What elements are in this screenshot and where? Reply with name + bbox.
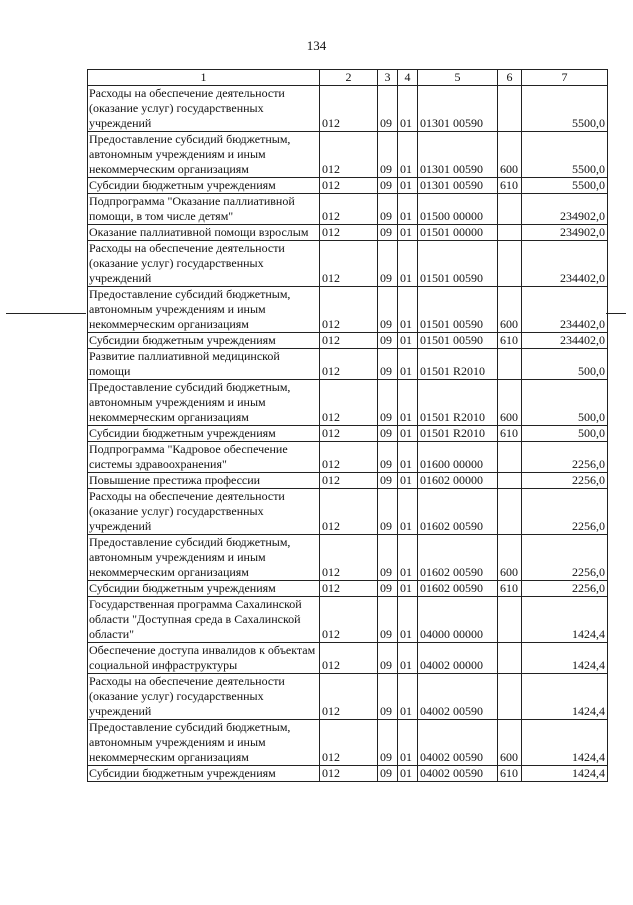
expense-type-code	[498, 674, 522, 720]
ministry-code: 012	[320, 287, 378, 333]
amount: 5500,0	[522, 86, 608, 132]
subsection-code: 01	[398, 581, 418, 597]
expense-type-code	[498, 597, 522, 643]
amount: 5500,0	[522, 132, 608, 178]
subsection-code: 01	[398, 489, 418, 535]
item-name: Развитие паллиативной медицинской помощи	[88, 349, 320, 380]
item-name: Предоставление субсидий бюджетным, автономным учреждениям и иным некоммерческим организациям	[88, 287, 320, 333]
table-row	[88, 473, 608, 489]
section-code: 09	[378, 766, 398, 782]
item-name: Государственная программа Сахалинской области "Доступная среда в Сахалинской области"	[88, 597, 320, 643]
amount: 500,0	[522, 349, 608, 380]
ministry-code: 012	[320, 380, 378, 426]
ministry-code: 012	[320, 333, 378, 349]
subsection-code: 01	[398, 349, 418, 380]
item-name: Подпрограмма "Оказание паллиативной помощи, в том числе детям"	[88, 194, 320, 225]
col-header: 3	[378, 70, 398, 86]
target-article-code: 04002 00590	[418, 766, 498, 782]
expense-type-code	[498, 349, 522, 380]
ministry-code: 012	[320, 442, 378, 473]
margin-line-left	[6, 313, 86, 314]
target-article-code: 01301 00590	[418, 86, 498, 132]
budget-table	[87, 69, 608, 782]
section-code: 09	[378, 442, 398, 473]
subsection-code: 01	[398, 442, 418, 473]
item-name: Расходы на обеспечение деятельности (оказание услуг) государственных учреждений	[88, 489, 320, 535]
table-row	[88, 86, 608, 132]
item-name: Расходы на обеспечение деятельности (оказание услуг) государственных учреждений	[88, 674, 320, 720]
expense-type-code	[498, 442, 522, 473]
ministry-code: 012	[320, 597, 378, 643]
table-row	[88, 442, 608, 473]
ministry-code: 012	[320, 766, 378, 782]
section-code: 09	[378, 473, 398, 489]
target-article-code: 01501 R2010	[418, 349, 498, 380]
target-article-code: 01501 R2010	[418, 380, 498, 426]
section-code: 09	[378, 132, 398, 178]
target-article-code: 01602 00000	[418, 473, 498, 489]
target-article-code: 01602 00590	[418, 581, 498, 597]
target-article-code: 01501 00590	[418, 333, 498, 349]
col-header: 1	[88, 70, 320, 86]
subsection-code: 01	[398, 597, 418, 643]
col-header: 4	[398, 70, 418, 86]
expense-type-code: 600	[498, 720, 522, 766]
section-code: 09	[378, 333, 398, 349]
target-article-code: 04000 00000	[418, 597, 498, 643]
amount: 500,0	[522, 380, 608, 426]
item-name: Оказание паллиативной помощи взрослым	[88, 225, 320, 241]
subsection-code: 01	[398, 333, 418, 349]
section-code: 09	[378, 426, 398, 442]
col-header: 7	[522, 70, 608, 86]
amount: 1424,4	[522, 643, 608, 674]
target-article-code: 01600 00000	[418, 442, 498, 473]
ministry-code: 012	[320, 473, 378, 489]
section-code: 09	[378, 86, 398, 132]
expense-type-code	[498, 643, 522, 674]
subsection-code: 01	[398, 380, 418, 426]
amount: 1424,4	[522, 597, 608, 643]
subsection-code: 01	[398, 766, 418, 782]
expense-type-code: 610	[498, 333, 522, 349]
item-name: Подпрограмма "Кадровое обеспечение системы здравоохранения"	[88, 442, 320, 473]
amount: 1424,4	[522, 674, 608, 720]
subsection-code: 01	[398, 194, 418, 225]
section-code: 09	[378, 178, 398, 194]
table-row	[88, 241, 608, 287]
margin-line-right	[606, 313, 626, 314]
section-code: 09	[378, 287, 398, 333]
section-code: 09	[378, 380, 398, 426]
subsection-code: 01	[398, 535, 418, 581]
subsection-code: 01	[398, 241, 418, 287]
subsection-code: 01	[398, 426, 418, 442]
col-header: 5	[418, 70, 498, 86]
ministry-code: 012	[320, 194, 378, 225]
expense-type-code	[498, 489, 522, 535]
section-code: 09	[378, 643, 398, 674]
amount: 234402,0	[522, 333, 608, 349]
target-article-code: 01501 00000	[418, 225, 498, 241]
amount: 500,0	[522, 426, 608, 442]
section-code: 09	[378, 489, 398, 535]
subsection-code: 01	[398, 178, 418, 194]
ministry-code: 012	[320, 349, 378, 380]
section-code: 09	[378, 720, 398, 766]
table-row	[88, 674, 608, 720]
target-article-code: 01501 R2010	[418, 426, 498, 442]
target-article-code: 01501 00590	[418, 287, 498, 333]
expense-type-code: 600	[498, 132, 522, 178]
target-article-code: 01500 00000	[418, 194, 498, 225]
target-article-code: 01301 00590	[418, 178, 498, 194]
col-header: 2	[320, 70, 378, 86]
section-code: 09	[378, 581, 398, 597]
amount: 234902,0	[522, 194, 608, 225]
subsection-code: 01	[398, 225, 418, 241]
item-name: Повышение престижа профессии	[88, 473, 320, 489]
table-row	[88, 426, 608, 442]
target-article-code: 01602 00590	[418, 535, 498, 581]
col-header: 6	[498, 70, 522, 86]
table-row	[88, 489, 608, 535]
table-row	[88, 132, 608, 178]
subsection-code: 01	[398, 132, 418, 178]
ministry-code: 012	[320, 581, 378, 597]
item-name: Субсидии бюджетным учреждениям	[88, 333, 320, 349]
ministry-code: 012	[320, 674, 378, 720]
expense-type-code	[498, 86, 522, 132]
item-name: Предоставление субсидий бюджетным, автономным учреждениям и иным некоммерческим организациям	[88, 380, 320, 426]
expense-type-code: 600	[498, 535, 522, 581]
expense-type-code: 610	[498, 581, 522, 597]
expense-type-code	[498, 225, 522, 241]
item-name: Субсидии бюджетным учреждениям	[88, 766, 320, 782]
expense-type-code: 600	[498, 380, 522, 426]
expense-type-code	[498, 241, 522, 287]
page-number: 134	[306, 38, 327, 53]
subsection-code: 01	[398, 473, 418, 489]
table-row	[88, 194, 608, 225]
table-row	[88, 225, 608, 241]
ministry-code: 012	[320, 489, 378, 535]
amount: 2256,0	[522, 535, 608, 581]
section-code: 09	[378, 241, 398, 287]
table-row	[88, 178, 608, 194]
ministry-code: 012	[320, 535, 378, 581]
expense-type-code: 600	[498, 287, 522, 333]
amount: 234402,0	[522, 287, 608, 333]
item-name: Обеспечение доступа инвалидов к объектам социальной инфраструктуры	[88, 643, 320, 674]
target-article-code: 01602 00590	[418, 489, 498, 535]
table-row	[88, 380, 608, 426]
table-row	[88, 643, 608, 674]
target-article-code: 04002 00000	[418, 643, 498, 674]
subsection-code: 01	[398, 287, 418, 333]
subsection-code: 01	[398, 720, 418, 766]
ministry-code: 012	[320, 178, 378, 194]
ministry-code: 012	[320, 225, 378, 241]
header-row	[88, 70, 608, 86]
item-name: Расходы на обеспечение деятельности (оказание услуг) государственных учреждений	[88, 86, 320, 132]
target-article-code: 01301 00590	[418, 132, 498, 178]
section-code: 09	[378, 225, 398, 241]
ministry-code: 012	[320, 241, 378, 287]
target-article-code: 04002 00590	[418, 720, 498, 766]
item-name: Предоставление субсидий бюджетным, автономным учреждениям и иным некоммерческим организациям	[88, 720, 320, 766]
expense-type-code	[498, 473, 522, 489]
subsection-code: 01	[398, 643, 418, 674]
ministry-code: 012	[320, 86, 378, 132]
table-row	[88, 333, 608, 349]
expense-type-code: 610	[498, 426, 522, 442]
item-name: Расходы на обеспечение деятельности (оказание услуг) государственных учреждений	[88, 241, 320, 287]
table-row	[88, 720, 608, 766]
item-name: Предоставление субсидий бюджетным, автономным учреждениям и иным некоммерческим организациям	[88, 132, 320, 178]
section-code: 09	[378, 535, 398, 581]
target-article-code: 04002 00590	[418, 674, 498, 720]
table-row	[88, 287, 608, 333]
ministry-code: 012	[320, 426, 378, 442]
amount: 5500,0	[522, 178, 608, 194]
expense-type-code: 610	[498, 178, 522, 194]
amount: 2256,0	[522, 489, 608, 535]
table-row	[88, 581, 608, 597]
ministry-code: 012	[320, 720, 378, 766]
expense-type-code: 610	[498, 766, 522, 782]
target-article-code: 01501 00590	[418, 241, 498, 287]
ministry-code: 012	[320, 643, 378, 674]
item-name: Субсидии бюджетным учреждениям	[88, 178, 320, 194]
item-name: Субсидии бюджетным учреждениям	[88, 581, 320, 597]
subsection-code: 01	[398, 674, 418, 720]
amount: 1424,4	[522, 720, 608, 766]
table-row	[88, 349, 608, 380]
section-code: 09	[378, 597, 398, 643]
expense-type-code	[498, 194, 522, 225]
subsection-code: 01	[398, 86, 418, 132]
section-code: 09	[378, 349, 398, 380]
amount: 2256,0	[522, 473, 608, 489]
amount: 234902,0	[522, 225, 608, 241]
section-code: 09	[378, 194, 398, 225]
table-row	[88, 766, 608, 782]
ministry-code: 012	[320, 132, 378, 178]
section-code: 09	[378, 674, 398, 720]
item-name: Субсидии бюджетным учреждениям	[88, 426, 320, 442]
table-row	[88, 535, 608, 581]
amount: 234402,0	[522, 241, 608, 287]
item-name: Предоставление субсидий бюджетным, автономным учреждениям и иным некоммерческим организациям	[88, 535, 320, 581]
amount: 2256,0	[522, 581, 608, 597]
amount: 2256,0	[522, 442, 608, 473]
amount: 1424,4	[522, 766, 608, 782]
table-row	[88, 597, 608, 643]
